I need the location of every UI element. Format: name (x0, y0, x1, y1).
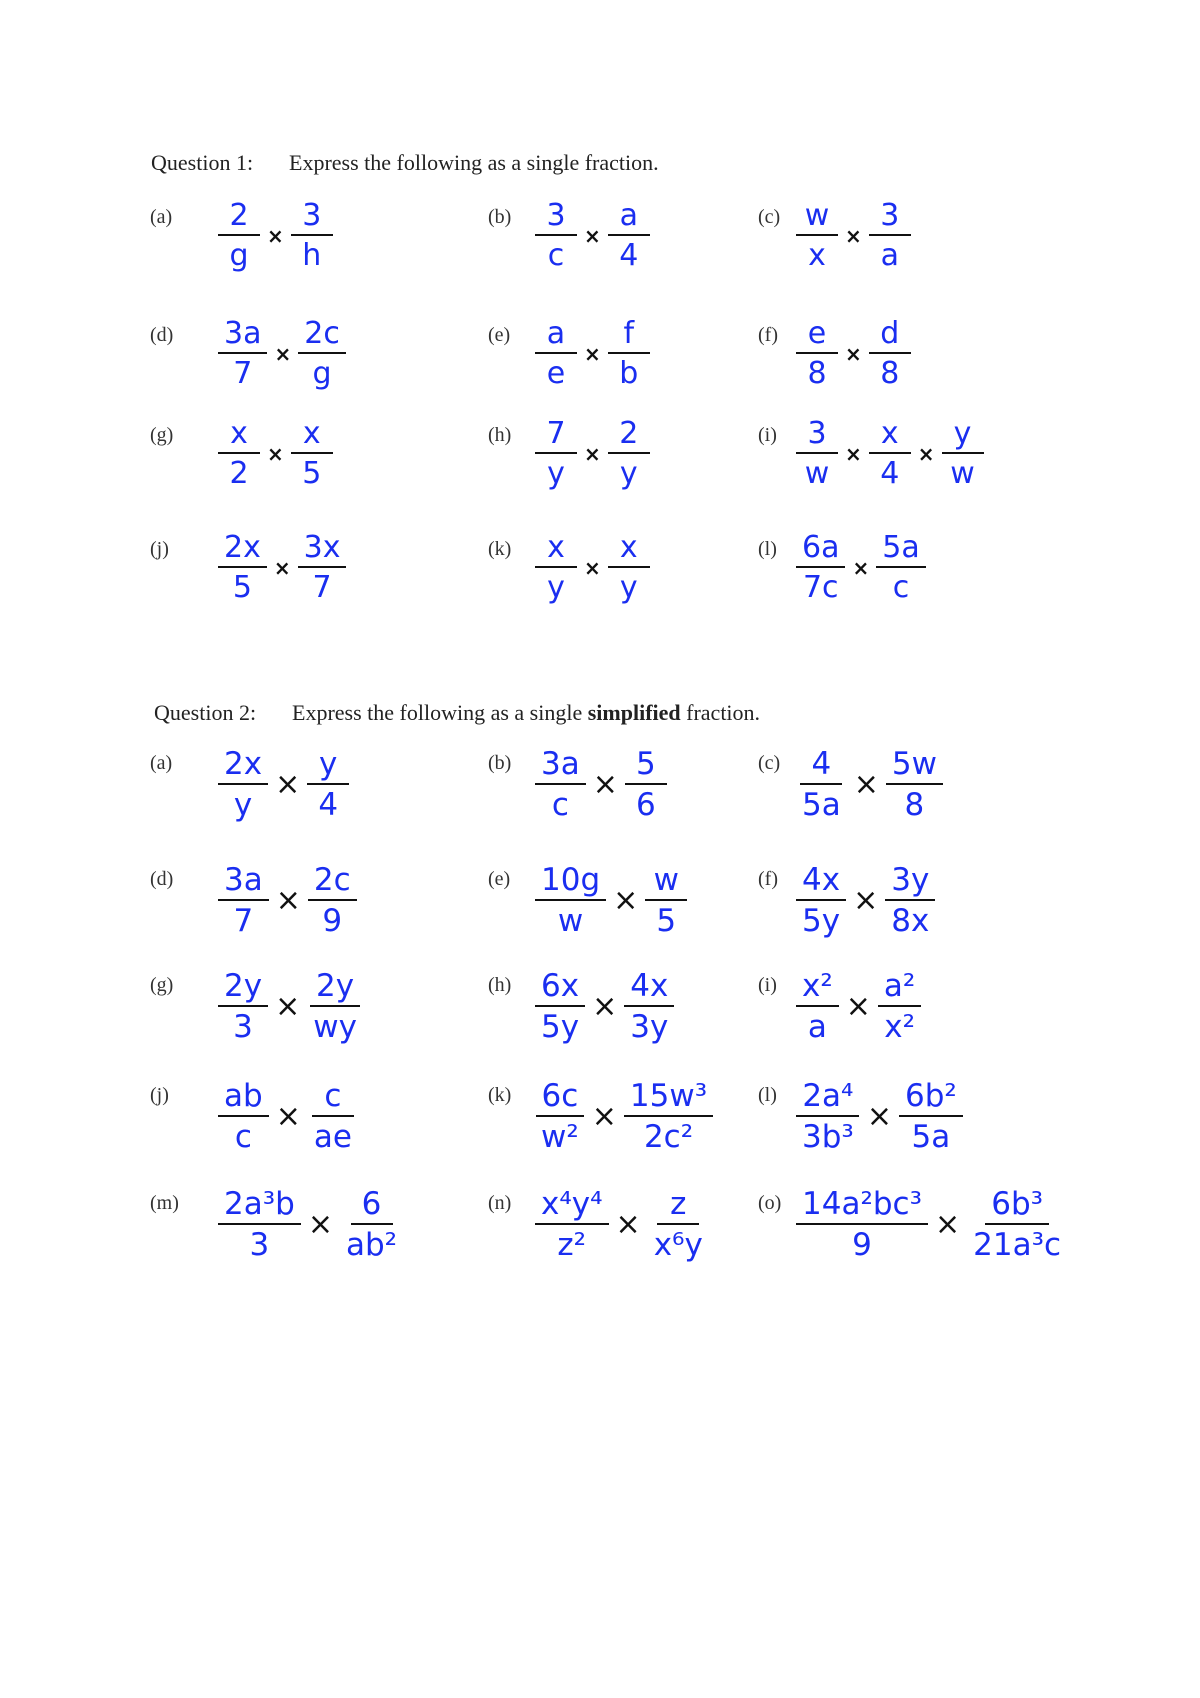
fraction (535, 418, 577, 489)
denominator: z² (557, 1226, 587, 1263)
fraction-product (535, 970, 674, 1043)
fraction (535, 318, 577, 389)
fraction (340, 1188, 403, 1261)
denominator: x (808, 237, 826, 273)
problem-label: (j) (150, 538, 169, 560)
multiply-sign: × (853, 883, 879, 919)
problem-label: (m) (150, 1192, 179, 1214)
denominator: 3b³ (802, 1118, 854, 1155)
problem-label: (n) (488, 1192, 512, 1214)
fraction (535, 970, 585, 1043)
denominator: 21a³c (973, 1226, 1062, 1263)
multiply-sign: × (267, 223, 284, 248)
denominator: 4 (318, 786, 339, 823)
denominator: y (547, 455, 565, 491)
denominator: 7 (233, 902, 254, 939)
multiply-sign: × (852, 555, 870, 580)
denominator: a (807, 1008, 827, 1045)
multiply-sign: × (275, 989, 301, 1025)
numerator: a (535, 318, 577, 354)
problem-label: (j) (150, 1084, 169, 1106)
fraction-product (218, 200, 333, 271)
fraction (624, 1080, 713, 1153)
numerator: 15w³ (624, 1080, 713, 1117)
multiply-sign: × (584, 341, 601, 366)
fraction (308, 864, 357, 937)
denominator: 9 (852, 1226, 872, 1263)
multiply-sign: × (592, 767, 618, 803)
fraction (218, 418, 260, 489)
denominator: c (892, 569, 910, 605)
fraction-product (535, 200, 650, 271)
denominator: y (619, 455, 638, 491)
numerator: w (645, 864, 687, 901)
denominator: w² (541, 1118, 579, 1155)
numerator: 3a (218, 864, 269, 901)
fraction-product (535, 864, 687, 937)
numerator: 2 (608, 418, 650, 454)
question-1-instruction: Express the following as a single fraction. (289, 150, 659, 175)
numerator: x (869, 418, 911, 454)
fraction-product (796, 1080, 963, 1153)
fraction (876, 532, 925, 603)
multiply-sign: × (853, 767, 879, 803)
fraction (869, 318, 911, 389)
fraction-product (218, 318, 346, 389)
fraction (886, 748, 943, 821)
fraction-product (535, 532, 650, 603)
denominator: e (546, 355, 566, 391)
numerator: 3y (885, 864, 935, 901)
multiply-sign: × (592, 989, 618, 1025)
numerator: 6 (351, 1188, 393, 1225)
numerator: 3a (535, 748, 586, 785)
numerator: x² (796, 970, 839, 1007)
numerator: 2c (308, 864, 357, 901)
problem-label: (d) (150, 868, 174, 890)
fraction (308, 1080, 358, 1153)
fraction-product (796, 532, 926, 603)
numerator: 2y (218, 970, 268, 1007)
fraction (218, 1080, 269, 1153)
problem-label: (d) (150, 324, 174, 346)
fraction (796, 970, 839, 1043)
numerator: 2x (218, 532, 267, 568)
fraction (608, 418, 650, 489)
numerator: 6c (536, 1080, 585, 1117)
fraction (796, 748, 847, 821)
problem-label: (c) (758, 752, 781, 774)
numerator: y (942, 418, 984, 454)
fraction (298, 318, 346, 389)
fraction-product (218, 1080, 358, 1153)
multiply-sign: × (275, 767, 301, 803)
numerator: 2c (298, 318, 346, 354)
fraction (535, 748, 586, 821)
multiply-sign: × (584, 555, 601, 580)
fraction (645, 864, 687, 937)
problem-label: (o) (758, 1192, 782, 1214)
numerator: 3 (869, 200, 911, 236)
numerator: d (869, 318, 911, 354)
multiply-sign: × (591, 1099, 617, 1135)
fraction-product (796, 200, 911, 271)
denominator: g (229, 237, 249, 273)
numerator: z (657, 1188, 699, 1225)
multiply-sign: × (917, 441, 935, 466)
multiply-sign: × (307, 1207, 333, 1243)
numerator: 3 (291, 200, 333, 236)
numerator: 3 (535, 200, 577, 236)
problem-label: (f) (758, 324, 778, 346)
denominator: 9 (322, 902, 343, 939)
denominator: 7 (312, 569, 332, 605)
numerator: 14a²bc³ (796, 1188, 928, 1225)
denominator: 3 (233, 1008, 253, 1045)
denominator: 3y (630, 1008, 669, 1045)
denominator: 4 (619, 237, 639, 273)
fraction (218, 532, 267, 603)
multiply-sign: × (845, 989, 871, 1025)
problem-label: (b) (488, 752, 512, 774)
problem-label: (e) (488, 324, 511, 346)
numerator: 5a (876, 532, 925, 568)
denominator: c (551, 786, 569, 823)
fraction (291, 200, 333, 271)
denominator: x² (884, 1008, 916, 1045)
numerator: 7 (535, 418, 577, 454)
problem-label: (g) (150, 424, 174, 446)
numerator: ab (218, 1080, 269, 1117)
numerator: w (796, 200, 838, 236)
fraction (298, 532, 347, 603)
denominator: wy (313, 1008, 357, 1045)
fraction (608, 200, 650, 271)
multiply-sign: × (866, 1099, 892, 1135)
fraction (307, 970, 363, 1043)
multiply-sign: × (584, 223, 601, 248)
fraction (796, 418, 838, 489)
denominator: w (804, 455, 830, 491)
denominator: ae (313, 1118, 352, 1155)
problem-label: (g) (150, 974, 174, 996)
numerator: e (796, 318, 838, 354)
fraction (869, 200, 911, 271)
fraction-product (535, 748, 667, 821)
question-2-instruction-end: fraction. (686, 700, 761, 725)
fraction (796, 318, 838, 389)
denominator: g (312, 355, 332, 391)
question-2-number: Question 2: (154, 700, 257, 725)
multiply-sign: × (845, 223, 862, 248)
fraction (796, 1188, 928, 1261)
denominator: x⁶y (653, 1226, 703, 1263)
denominator: 7 (233, 355, 253, 391)
question-2-instruction-start: Express the following as a single (292, 700, 583, 725)
fraction (218, 970, 268, 1043)
multiply-sign: × (615, 1207, 641, 1243)
question-2-instruction-emphasis: simplified (587, 700, 681, 725)
numerator: a² (878, 970, 921, 1007)
numerator: a (608, 200, 650, 236)
fraction (218, 318, 267, 389)
numerator: 4x (624, 970, 674, 1007)
fraction (648, 1188, 709, 1261)
problem-label: (i) (758, 974, 777, 996)
fraction-product (218, 1188, 403, 1261)
multiply-sign: × (275, 883, 301, 919)
multiply-sign: × (273, 555, 291, 580)
multiply-sign: × (935, 1207, 961, 1243)
denominator: h (302, 237, 322, 273)
numerator: 5 (625, 748, 667, 785)
denominator: 5a (802, 786, 841, 823)
denominator: 5 (656, 902, 677, 939)
denominator: c (547, 237, 565, 273)
fraction-product (218, 532, 346, 603)
fraction (535, 1080, 585, 1153)
denominator: 2c² (643, 1118, 694, 1155)
denominator: 8 (904, 786, 925, 823)
multiply-sign: × (584, 441, 601, 466)
numerator: x (291, 418, 333, 454)
denominator: y (547, 569, 565, 605)
numerator: 3 (796, 418, 838, 454)
problem-label: (h) (488, 424, 512, 446)
problem-label: (k) (488, 1084, 512, 1106)
fraction (218, 748, 268, 821)
multiply-sign: × (274, 341, 292, 366)
denominator: ab² (345, 1226, 398, 1263)
numerator: 6x (535, 970, 585, 1007)
fraction-product (796, 1188, 1067, 1261)
question-1-number: Question 1: (151, 150, 254, 175)
numerator: 3a (218, 318, 267, 354)
numerator: 6b² (899, 1080, 963, 1117)
fraction (535, 200, 577, 271)
problem-label: (a) (150, 752, 173, 774)
denominator: c (234, 1118, 252, 1155)
problem-label: (b) (488, 206, 512, 228)
fraction (535, 1188, 609, 1261)
fraction (291, 418, 333, 489)
multiply-sign: × (267, 441, 284, 466)
numerator: x⁴y⁴ (535, 1188, 609, 1225)
problem-label: (e) (488, 868, 511, 890)
denominator: 8x (891, 902, 930, 939)
fraction (878, 970, 921, 1043)
fraction-product (218, 864, 357, 937)
denominator: 2 (229, 455, 249, 491)
numerator: x (218, 418, 260, 454)
multiply-sign: × (845, 341, 862, 366)
denominator: 3 (249, 1226, 270, 1263)
problem-label: (h) (488, 974, 512, 996)
fraction-product (218, 418, 333, 489)
denominator: b (619, 355, 639, 391)
denominator: y (619, 569, 638, 605)
fraction (624, 970, 674, 1043)
denominator: 8 (807, 355, 827, 391)
numerator: 10g (535, 864, 606, 901)
multiply-sign: × (845, 441, 862, 466)
problem-label: (i) (758, 424, 777, 446)
denominator: 5 (302, 455, 322, 491)
fraction (608, 532, 650, 603)
problem-label: (l) (758, 1084, 777, 1106)
denominator: 8 (880, 355, 900, 391)
fraction-product (535, 1080, 713, 1153)
fraction (796, 200, 838, 271)
numerator: 2a³b (218, 1188, 301, 1225)
numerator: 2x (218, 748, 268, 785)
fraction (535, 532, 577, 603)
denominator: 5y (541, 1008, 580, 1045)
denominator: 5a (911, 1118, 951, 1155)
fraction-product (218, 970, 363, 1043)
denominator: y (233, 786, 253, 823)
numerator: 5w (886, 748, 943, 785)
fraction (608, 318, 650, 389)
fraction (796, 532, 845, 603)
denominator: 5 (232, 569, 252, 605)
numerator: 6b³ (985, 1188, 1049, 1225)
fraction (942, 418, 984, 489)
fraction (218, 864, 269, 937)
fraction-product (796, 418, 984, 489)
fraction (218, 200, 260, 271)
denominator: 6 (636, 786, 656, 823)
fraction (218, 1188, 301, 1261)
fraction-product (796, 748, 943, 821)
numerator: 3x (298, 532, 347, 568)
problem-label: (l) (758, 538, 777, 560)
numerator: y (307, 748, 349, 785)
fraction (625, 748, 667, 821)
numerator: c (312, 1080, 354, 1117)
fraction (869, 418, 911, 489)
fraction-product (535, 318, 650, 389)
numerator: f (608, 318, 650, 354)
numerator: 6a (796, 532, 845, 568)
denominator: w (950, 455, 975, 491)
fraction (307, 748, 349, 821)
denominator: 4 (880, 455, 900, 491)
fraction (899, 1080, 963, 1153)
numerator: 4 (800, 748, 842, 785)
problem-label: (a) (150, 206, 173, 228)
question-2-heading (154, 700, 760, 726)
denominator: 7c (802, 569, 839, 605)
numerator: x (535, 532, 577, 568)
problem-label: (f) (758, 868, 778, 890)
fraction-product (796, 970, 921, 1043)
multiply-sign: × (613, 883, 639, 919)
problem-label: (c) (758, 206, 781, 228)
fraction (885, 864, 935, 937)
fraction (796, 1080, 860, 1153)
numerator: x (608, 532, 650, 568)
fraction (796, 864, 846, 937)
multiply-sign: × (275, 1099, 301, 1135)
fraction-product (535, 418, 650, 489)
denominator: w (557, 902, 584, 939)
numerator: 4x (796, 864, 846, 901)
fraction (535, 864, 606, 937)
numerator: 2a⁴ (796, 1080, 859, 1117)
denominator: 5y (802, 902, 841, 939)
numerator: 2 (218, 200, 260, 236)
numerator: 2y (310, 970, 360, 1007)
fraction-product (796, 318, 911, 389)
fraction (967, 1188, 1067, 1261)
fraction-product (218, 748, 349, 821)
question-1-heading (151, 150, 659, 176)
fraction-product (535, 1188, 709, 1261)
fraction-product (796, 864, 935, 937)
problem-label: (k) (488, 538, 512, 560)
denominator: a (880, 237, 899, 273)
